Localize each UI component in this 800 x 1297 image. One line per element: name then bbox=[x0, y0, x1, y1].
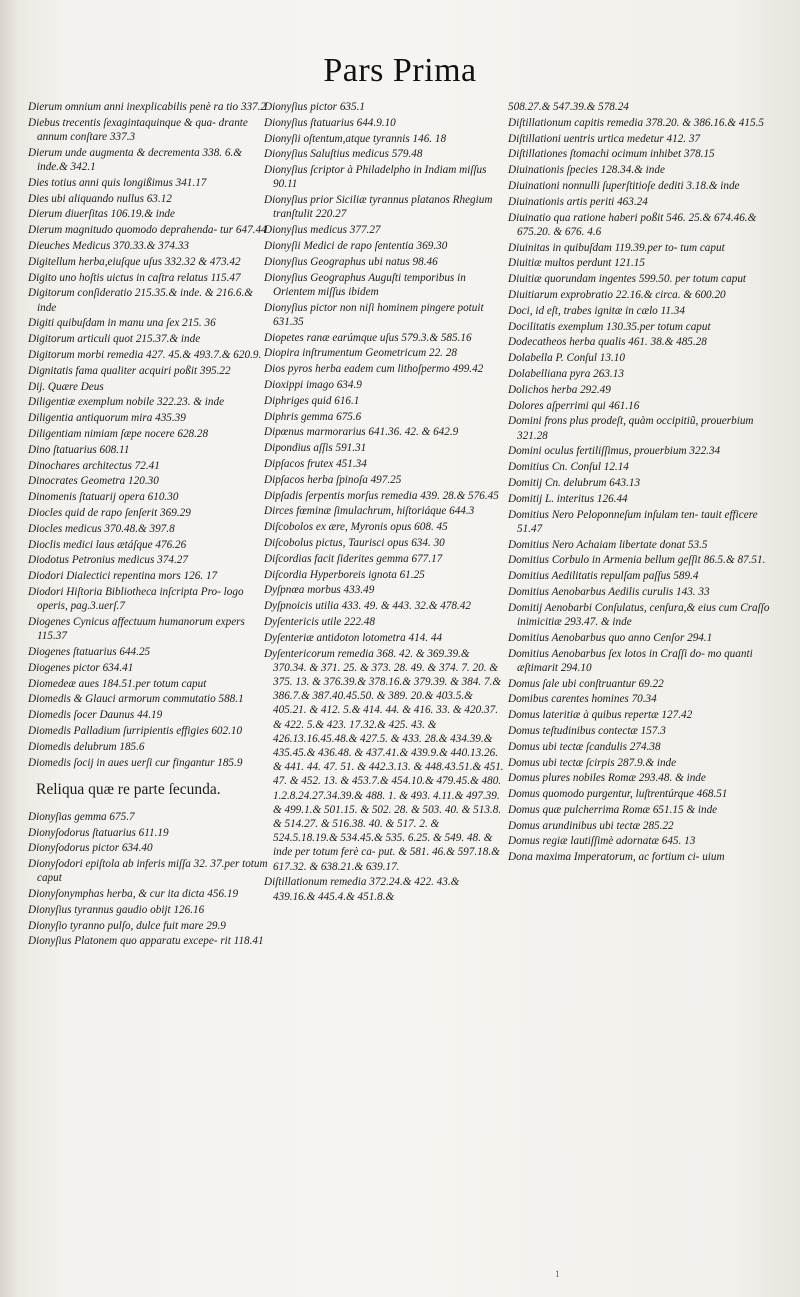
index-entry: Dionyſius ſcriptor à Philadelpho in Indiam miſſus 90.11 bbox=[264, 164, 487, 191]
index-entry: Domus arundinibus ubi tectæ 285.22 bbox=[508, 819, 674, 832]
index-entry: Diuinitas in quibuſdam 119.39.per to- tum caput bbox=[508, 241, 725, 254]
index-entry: Domitij L. interitus 126.44 bbox=[508, 492, 628, 505]
index-entry: Dionyſodorus ſtatuarius 611.19 bbox=[28, 826, 169, 839]
index-entry: Domitij Cn. delubrum 643.13 bbox=[508, 476, 641, 489]
index-entry: Domini oculus fertiliſſimus, prouerbium 322.34 bbox=[508, 445, 721, 458]
index-entry: Dionyſii oſtentum,atque tyrannis 146. 18 bbox=[264, 132, 447, 145]
index-entry: Dolores aſperrimi qui 461.16 bbox=[508, 399, 640, 412]
index-entry: Dodecatheos herba qualis 461. 38.& 485.28 bbox=[508, 336, 707, 349]
index-entry: Diphris gemma 675.6 bbox=[264, 410, 362, 423]
index-entry: Docilitatis exemplum 130.35.per totum caput bbox=[508, 320, 711, 333]
index-entry: Dyſpnœa morbus 433.49 bbox=[264, 584, 375, 597]
index-entry: Dierum omnium anni inexplicabilis penè ra tio 337.2 bbox=[28, 101, 267, 113]
index-entry: Diomedis & Glauci armorum commutatio 588.1 bbox=[28, 693, 244, 706]
index-entry: Diuinationi nonnulli ſuperſtitioſe dediti 3.18.& inde bbox=[508, 179, 740, 192]
index-entry: Diuitiæ quorundam ingentes 599.50. per totum caput bbox=[508, 273, 747, 286]
index-entry: Dionyſius Platonem quo apparatu excepe- rit 118.41 bbox=[28, 935, 264, 948]
index-entry: Dionyſius ſtatuarius 644.9.10 bbox=[264, 116, 396, 129]
index-entry: Domitius Nero Peloponneſum inſulam ten- tauit efficere 51.47 bbox=[508, 508, 758, 535]
index-entry: Dionyſii Medici de rapo ſententia 369.30 bbox=[264, 239, 448, 252]
index-entry: Diodori Dialectici repentina mors 126. 17 bbox=[28, 570, 218, 583]
index-entry: Domus regiæ lautiſſimè adornatæ 645. 13 bbox=[508, 835, 696, 848]
index-entry: Domus ubi tectæ ſcirpis 287.9.& inde bbox=[508, 756, 677, 769]
index-entry: 508.27.& 547.39.& 578.24 bbox=[508, 101, 629, 113]
index-entry: Diligentiam nimiam ſæpe nocere 628.28 bbox=[28, 427, 209, 440]
index-entry: Domitius Aenobarbus ſex lotos in Craſſi do- mo quanti æſtimarit 294.10 bbox=[508, 647, 753, 674]
index-entry: Dij. Quære Deus bbox=[28, 380, 104, 393]
index-entry: Dyſentericorum remedia 368. 42. & 369.39.& 370.34. & 371. 25. & 373. 28. 49. & 374. 7. 20. & 375. 13. & 376.39.& 378.16.& 379.39. & 384. 7.& 386.7.& 387.40.45.50. & 389. 20.& 403.5.& 405.21. & 412. 5.& 414. 44. & 416. 33. & 420.37. & 422. 5.& 423. 17.32.& 425. 43. & 426.13.16.45.48.& 427.5. & 433. 28.& 434.39.& 435.45.& 436.48. & 437.41.& 439.9.& 440.13.26. & 441. 44. 47. 51. & 442.3.13. & 448.43.51.& 451. 47. & 452. 13. & 453.7.& 454.10.& 479.45.& 480. 1.2.8.24.27.34.39.& 488. 1. & 493. 4.11.& 497.39. & 499.1.& 501.15. & 502. 28. & 503. 40. & 513.8. & 514.27. & 516.38. 40. & 517. 2. & 524.5.18.19.& 534.45.& 535. 6.25. & 549. 48. & inde per totum ferè ca- put. & 581. 46.& 597.18.& 617.32. & 638.21.& 639.17. bbox=[264, 647, 504, 873]
index-entry: Diſcobolos ex ære, Myronis opus 608. 45 bbox=[264, 521, 448, 534]
index-entry: Dipondius aſſis 591.31 bbox=[264, 442, 367, 455]
index-entry: Diomedis delubrum 185.6 bbox=[28, 740, 145, 753]
index-list-1b bbox=[28, 810, 268, 949]
index-entry: Diodori Hiſtoria Bibliotheca inſcripta Pro- logo operis, pag.3.uerſ.7 bbox=[28, 585, 244, 613]
index-entry: Diogenes pictor 634.41 bbox=[28, 661, 134, 674]
index-entry: Dionyſius Geographus Auguſti temporibus in Orientem miſſus ibidem bbox=[264, 271, 466, 298]
index-entry: Domitius Corbulo in Armenia bellum geſſit 86.5.& 87.51. bbox=[508, 554, 766, 567]
index-entry: Dies totius anni quis longißimus 341.17 bbox=[28, 176, 207, 189]
index-entry: Dinochares architectus 72.41 bbox=[28, 459, 160, 472]
index-entry: Diuinationis ſpecies 128.34.& inde bbox=[508, 164, 665, 177]
index-entry: Dionyſius tyrannus gaudio obijt 126.16 bbox=[28, 903, 205, 916]
index-entry: Domitius Aenobarbus quo anno Cenſor 294.1 bbox=[508, 631, 713, 644]
index-entry: Dionyſio tyranno pulſo, dulce fuit mare 29.9 bbox=[28, 919, 226, 932]
index-entry: Dyſpnoicis utilia 433. 49. & 443. 32.& 478.42 bbox=[264, 600, 471, 613]
page-gutter-shadow bbox=[0, 0, 18, 1297]
index-entry: Diocles quid de rapo ſenſerit 369.29 bbox=[28, 506, 191, 519]
index-entry: Domus quæ pulcherrima Romæ 651.15 & inde bbox=[508, 803, 718, 816]
page-mark: 1 bbox=[555, 1270, 561, 1279]
index-entry: Diſcobolus pictus, Taurisci opus 634. 30 bbox=[264, 536, 445, 549]
index-entry: Dionyſius pictor non niſi hominem pingere potuit 631.35 bbox=[264, 301, 484, 328]
index-entry: Diphriges quid 616.1 bbox=[264, 394, 360, 407]
index-entry: Dionyſias gemma 675.7 bbox=[28, 810, 135, 823]
index-entry: Diſtillationi uentris urtica medetur 412. 37 bbox=[508, 132, 701, 145]
index-entry: Dolichos herba 292.49 bbox=[508, 383, 611, 396]
index-entry: Dyſentericis utile 222.48 bbox=[264, 615, 375, 628]
index-entry: Dieuches Medicus 370.33.& 374.33 bbox=[28, 239, 189, 252]
index-entry: Dionyſonymphas herba, & cur ita dicta 456.19 bbox=[28, 888, 239, 901]
index-entry: Diogenes Cynicus affectuum humanorum expers 115.37 bbox=[28, 615, 245, 643]
index-entry: Domus teſtudinibus contectæ 157.3 bbox=[508, 724, 666, 737]
index-entry: Dionyſodorus pictor 634.40 bbox=[28, 842, 153, 855]
page-title: Pars Prima bbox=[323, 52, 477, 89]
index-entry: Dios pyros herba eadem cum lithoſpermo 499.42 bbox=[264, 363, 484, 376]
index-entry: Diuinatio qua ratione haberi poßit 546. 25.& 674.46.& 675.20. & 676. 4.6 bbox=[508, 211, 757, 238]
index-entry: Dino ſtatuarius 608.11 bbox=[28, 443, 130, 456]
index-entry: Dipſacos frutex 451.34 bbox=[264, 457, 367, 470]
index-entry: Dioclis medici laus ætáſque 476.26 bbox=[28, 538, 187, 551]
index-entry: Domini frons plus prodeſt, quàm occipitiũ, prouerbium 321.28 bbox=[508, 415, 754, 442]
index-entry: Diſtillationes ſtomachi ocimum inhibet 378.15 bbox=[508, 148, 715, 161]
index-entry: Domus quomodo purgentur, luſtrentúrque 468.51 bbox=[508, 788, 728, 801]
index-entry: Domus ubi tectæ ſcandulis 274.38 bbox=[508, 740, 661, 753]
index-list-2 bbox=[264, 100, 504, 904]
index-entry: Diogenes ſtatuarius 644.25 bbox=[28, 645, 151, 658]
index-column-3 bbox=[508, 100, 770, 866]
index-entry: Diligentiæ exemplum nobile 322.23. & inde bbox=[28, 396, 225, 409]
index-entry: Diſcordias facit ſiderites gemma 677.17 bbox=[264, 552, 443, 565]
index-entry: Diuitiæ multos perdunt 121.15 bbox=[508, 257, 645, 270]
index-entry: Diuinationis artis periti 463.24 bbox=[508, 195, 648, 208]
index-entry: Domitius Aedilitatis repulſam paſſus 589.4 bbox=[508, 570, 699, 583]
index-entry: Dierum magnitudo quomodo deprahenda- tur 647.44 bbox=[28, 224, 267, 237]
index-entry: Dyſenteriæ antidoton lotometra 414. 44 bbox=[264, 631, 443, 644]
index-entry: Digitorum articuli quot 215.37.& inde bbox=[28, 333, 201, 346]
index-entry: Dionyſius pictor 635.1 bbox=[264, 101, 365, 113]
index-entry: Digito uno hoſtis uictus in caſtra relatus 115.47 bbox=[28, 271, 241, 284]
index-entry: Dona maxima Imperatorum, ac fortium ci- uium bbox=[508, 851, 725, 864]
index-entry: Diuitiarum exprobratio 22.16.& circa. & 600.20 bbox=[508, 288, 726, 301]
index-entry: Domitius Cn. Conſul 12.14 bbox=[508, 461, 629, 474]
index-entry: Dipœnus marmorarius 641.36. 42. & 642.9 bbox=[264, 426, 459, 439]
index-entry: Digiti quibuſdam in manu una ſex 215. 36 bbox=[28, 317, 216, 330]
index-entry: Domus lateritiæ à quibus repertæ 127.42 bbox=[508, 709, 693, 722]
index-entry: Diebus trecentis ſexagintaquinque & qua- drante annum conſtare 337.3 bbox=[28, 116, 248, 143]
index-entry: Diomedis Palladium ſurripientis effigies 602.10 bbox=[28, 724, 243, 737]
index-entry: Domus ſale ubi conſtruantur 69.22 bbox=[508, 677, 664, 690]
index-entry: Diopetes ranæ earúmque uſus 579.3.& 585.16 bbox=[264, 331, 472, 344]
index-list-3 bbox=[508, 100, 770, 864]
index-entry: Digitorum morbi remedia 427. 45.& 493.7.& 620.9. bbox=[28, 348, 262, 361]
index-entry: Diomedeæ aues 184.51.per totum caput bbox=[28, 677, 207, 690]
index-entry: Dignitatis fama qualiter acquiri poßit 395.22 bbox=[28, 364, 231, 377]
index-entry: Dirces fœminæ ſimulachrum, hiſtoriáque 644.3 bbox=[264, 505, 475, 518]
index-entry: Dierum unde augmenta & decrementa 338. 6.& inde.& 342.1 bbox=[28, 146, 242, 173]
index-entry: Dinomenis ſtatuarij opera 610.30 bbox=[28, 491, 179, 504]
index-list-1 bbox=[28, 100, 268, 770]
index-entry: Diopira inſtrumentum Geometricum 22. 28 bbox=[264, 347, 457, 360]
index-entry: Diocles medicus 370.48.& 397.8 bbox=[28, 522, 175, 535]
index-entry: Diomedis ſocer Daunus 44.19 bbox=[28, 709, 163, 722]
index-entry: Dioxippi imago 634.9 bbox=[264, 378, 362, 391]
index-entry: Diſcordia Hyperboreis ignota 61.25 bbox=[264, 568, 425, 581]
index-entry: Digitellum herba,eiuſque uſus 332.32 & 473.42 bbox=[28, 255, 241, 268]
index-entry: Domibus carentes homines 70.34 bbox=[508, 693, 657, 706]
index-column-2 bbox=[264, 100, 504, 905]
index-entry: Dionyſodori epiſtola ab inferis miſſa 32. 37.per totum caput bbox=[28, 858, 268, 885]
index-entry: Domitius Nero Achaiam libertate donat 53.5 bbox=[508, 538, 708, 551]
index-entry: Dipſacos herba ſpinoſa 497.25 bbox=[264, 473, 402, 486]
index-entry: Dipſadis ſerpentis morſus remedia 439. 28.& 576.45 bbox=[264, 489, 499, 502]
index-entry: Dionyſius prior Siciliæ tyrannus platanos Rhegium tranſtulit 220.27 bbox=[264, 194, 493, 221]
section-subheading: Reliqua quæ re parte ſecunda. bbox=[36, 780, 221, 798]
index-entry: Dionyſius Saluſtius medicus 579.48 bbox=[264, 148, 423, 161]
index-entry: Diſtillationum remedia 372.24.& 422. 43.& 439.16.& 445.4.& 451.8.& bbox=[264, 876, 460, 903]
index-entry: Doci, id eſt, trabes ignitæ in cælo 11.34 bbox=[508, 304, 685, 317]
index-entry: Dionyſius medicus 377.27 bbox=[264, 224, 381, 237]
index-entry: Domitij Aenobarbi Conſulatus, cenſura,& eius cum Craſſo inimicitiæ 293.47. & inde bbox=[508, 601, 770, 628]
index-entry: Diomedis ſocij in aues uerſi cur fingantur 185.9 bbox=[28, 756, 243, 769]
index-entry: Digitorum conſideratio 215.35.& inde. & 216.6.& inde bbox=[28, 287, 253, 314]
index-entry: Dies ubi aliquando nullus 63.12 bbox=[28, 192, 172, 205]
index-entry: Domus plures nobiles Romæ 293.48. & inde bbox=[508, 772, 706, 785]
index-entry: Domitius Aenobarbus Aedilis curulis 143. 33 bbox=[508, 585, 710, 598]
index-entry: Dolabelliana pyra 263.13 bbox=[508, 367, 624, 380]
index-entry: Diſtillationum capitis remedia 378.20. & 386.16.& 415.5 bbox=[508, 116, 764, 129]
index-column-1 bbox=[28, 100, 268, 950]
index-entry: Diligentia antiquorum mira 435.39 bbox=[28, 412, 186, 425]
index-entry: Dolabella P. Conſul 13.10 bbox=[508, 352, 625, 365]
index-entry: Dierum diuerſitas 106.19.& inde bbox=[28, 208, 175, 221]
index-entry: Diodotus Petronius medicus 374.27 bbox=[28, 554, 188, 567]
index-entry: Dinocrates Geometra 120.30 bbox=[28, 475, 159, 488]
index-entry: Dionyſius Geographus ubi natus 98.46 bbox=[264, 255, 438, 268]
